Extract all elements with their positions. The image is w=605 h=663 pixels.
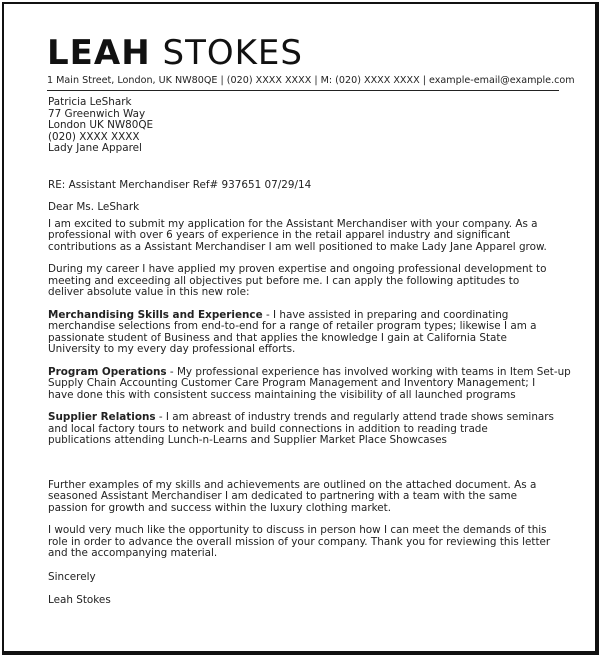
paragraph-line: and the accompanying material. — [48, 547, 218, 559]
paragraph-line: University to my every day professional efforts. — [48, 343, 296, 355]
first-name: LEAH — [47, 33, 151, 73]
paragraph-line: I am excited to submit my application for the Assistant Merchandiser with your company. As a — [48, 217, 538, 230]
skill-text: - I have assisted in preparing and coordinating — [262, 308, 509, 321]
paragraph-line: Supply Chain Accounting Customer Care Program Management and Inventory Management; I — [48, 377, 536, 389]
skill-title: Supplier Relations — [48, 411, 156, 423]
signature-name: Leah Stokes — [48, 594, 111, 606]
reference-line: RE: Assistant Merchandiser Ref# 937651 07/29/14 — [48, 178, 312, 191]
sign-off: Sincerely — [48, 570, 96, 583]
skill-title: Program Operations — [48, 365, 167, 378]
paragraph-line: meeting and exceeding all objectives put before me. I can apply the following aptitudes to — [48, 274, 520, 287]
paragraph-line: have done this with consistent success maintaining the visibility of all launched programs — [48, 388, 516, 401]
recipient-line: London UK NW80QE — [48, 119, 154, 131]
intro-paragraph — [48, 219, 568, 254]
skill-program-operations — [48, 365, 571, 402]
career-paragraph — [48, 264, 568, 299]
paragraph-line: I would very much like the opportunity to discuss in person how I can meet the demands of this — [48, 524, 547, 536]
paragraph-line: During my career I have applied my proven expertise and ongoing professional development to — [48, 263, 547, 275]
recipient-line: (020) XXXX XXXX — [48, 130, 140, 143]
paragraph-line: Further examples of my skills and achievements are outlined on the attached document. As a — [48, 478, 537, 491]
last-name: STOKES — [162, 33, 303, 73]
paragraph-line: deliver absolute value in this new role: — [48, 286, 250, 298]
paragraph-line: passionate student of Business and that applies the knowledge I gain at California State — [48, 331, 507, 344]
paragraph-line: publications attending Lunch-n-Learns and Supplier Market Place Showcases — [48, 434, 447, 446]
skill-title: Merchandising Skills and Experience — [48, 308, 263, 321]
paragraph-line — [48, 412, 568, 424]
spacer — [48, 458, 568, 480]
contact-line: 1 Main Street, London, UK NW80QE | (020) XXXX XXXX | M: (020) XXXX XXXX | example-email@example.com — [47, 74, 559, 91]
recipient-line: Lady Jane Apparel — [48, 142, 142, 154]
letter-body — [48, 96, 571, 607]
paragraph-line: and local factory tours to network and build connections in addition to reading trade — [48, 422, 488, 435]
paragraph-line: contributions as a Assistant Merchandiser I am well positioned to make Lady Jane Apparel grow. — [48, 240, 547, 253]
salutation: Dear Ms. LeShark — [48, 201, 140, 213]
skill-merchandising — [48, 310, 568, 356]
skill-supplier-relations — [48, 412, 568, 447]
recipient-line: 77 Greenwich Way — [48, 107, 146, 120]
paragraph-line: merchandise selections from end-to-end for a range of retailer program types; likewise I am a — [48, 320, 537, 332]
paragraph-line: role in order to advance the overall mission of your company. Thank you for reviewing this letter — [48, 535, 551, 548]
paragraph-line: seasoned Assistant Merchandiser I am dedicated to partnering with a team with the same — [48, 490, 517, 502]
closing-paragraph — [48, 525, 568, 560]
paragraph-line: professional with over 6 years of experience in the retail apparel industry and significant — [48, 229, 511, 241]
paragraph-line: passion for growth and success within the luxury clothing market. — [48, 501, 392, 514]
further-paragraph — [48, 480, 568, 515]
letter-page — [2, 2, 599, 655]
applicant-name — [47, 34, 303, 72]
skill-text: - I am abreast of industry trends and regularly attend trade shows seminars — [155, 411, 554, 423]
recipient-address — [48, 97, 568, 155]
recipient-line: Patricia LeShark — [48, 96, 132, 108]
skill-text: - My professional experience has involved working with teams in Item Set-up — [166, 365, 571, 378]
